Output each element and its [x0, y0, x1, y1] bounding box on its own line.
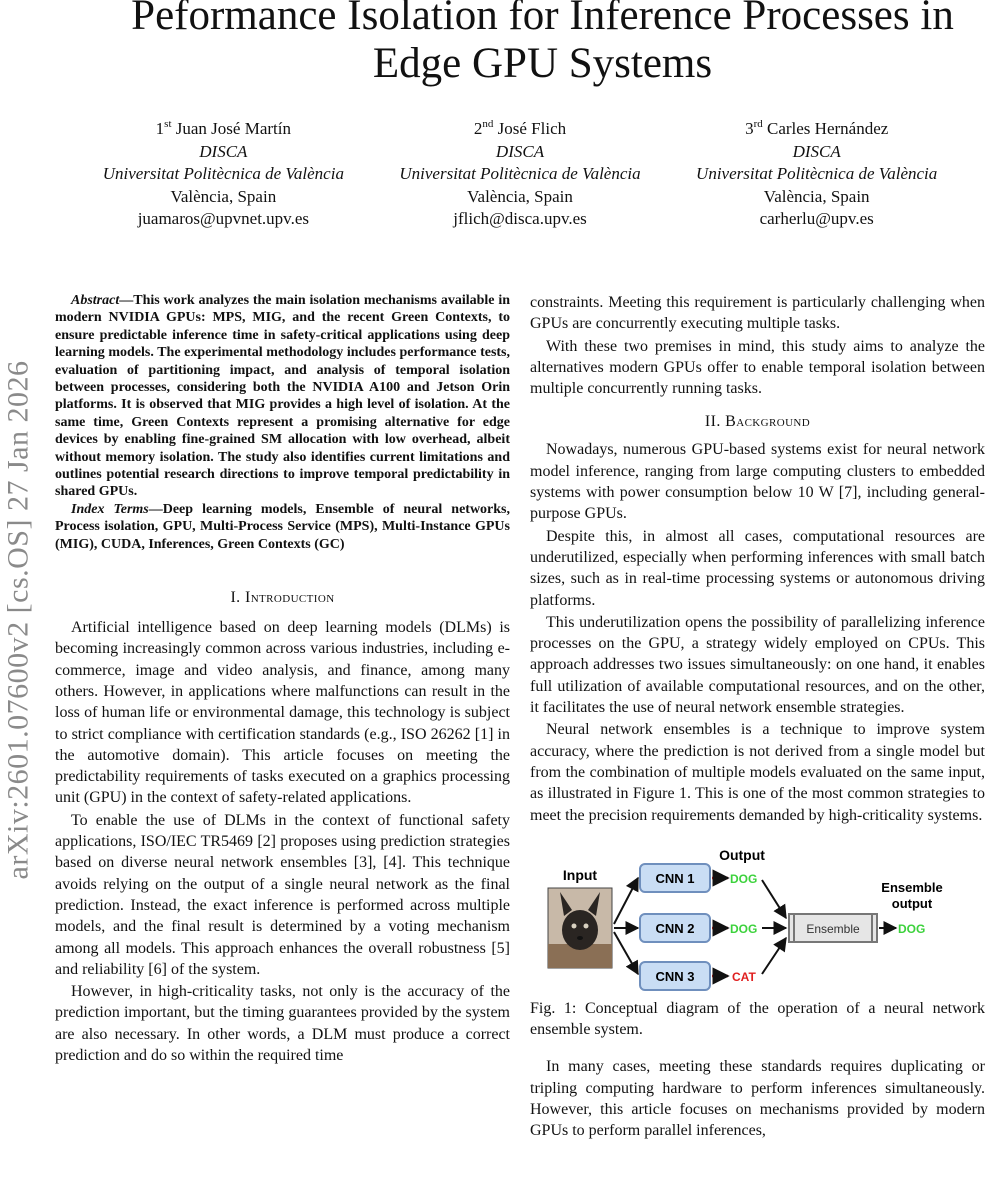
author-dept: DISCA	[792, 141, 841, 161]
arxiv-identifier: arXiv:2601.07600v2 [cs.OS] 27 Jan 2026	[1, 360, 35, 880]
author-email: carherlu@upv.es	[759, 209, 874, 228]
continuation-paragraph: constraints. Meeting this requirement is particularly challenging when GPUs are concurrently executing multiple tasks.	[530, 294, 985, 333]
author-ordinal: 1	[155, 119, 165, 138]
dog-photo	[548, 888, 612, 968]
section-title-background: II. Background	[704, 413, 811, 431]
introduction-body	[55, 617, 510, 1066]
background-paragraph-4: Neural network ensembles is a technique to improve system accuracy, where the prediction is not derived from a single model but from the combination of multiple models evaluated on the same input, as illustrated in Figure 1. This is one of the most common strategies to meet the precision requirements demanded by high-criticality systems.	[530, 721, 985, 824]
abstract-text: —This work analyzes the main isolation mechanisms available in modern NVIDIA GPUs: MPS, MIG, and the recent Green Contexts, to ensure predictable inference time in safety-critical applications using deep learning models. The experimental methodology includes performance tests, evaluation of partitioning impact, and analysis of temporal isolation between processes, considering both the NVIDIA A100 and Jetson Orin platforms. It is observed that MIG provides a high level of isolation. At the same time, Green Contexts represent a promising alternative for edge devices by enabling fine-grained SM allocation with low overhead, albeit without memory isolation. The study also identifies current limitations and outlines potential research directions to improve temporal predictability in shared GPUs.	[55, 293, 510, 500]
background-paragraph-3: This underutilization opens the possibility of parallelizing inference processes on the GPU, a strategy widely employed on CPUs. This approach addresses two issues simultaneously: on one hand, it enables full utilization of available computational resources, and on the other, it facilitates the use of neural network ensemble strategies.	[530, 613, 985, 717]
author-dept: DISCA	[495, 141, 545, 161]
cnn-1-label: CNN 1	[655, 870, 695, 886]
paper-title	[60, 0, 985, 88]
arxiv-stamp	[0, 300, 36, 940]
cnn-2-label: CNN 2	[655, 920, 695, 936]
prediction-2: DOG	[730, 921, 758, 936]
author-name: Juan José Martín	[175, 119, 291, 138]
final-output: DOG	[898, 921, 926, 936]
after-figure-paragraph: In many cases, meeting these standards requires duplicating or tripling computing hardware to perform inferences simultaneously. However, this article focuses on mechanisms provided by modern GPUs to perform parallel inferences,	[530, 1058, 985, 1140]
ensemble-output-label-1: Ensemble	[881, 879, 943, 895]
author-city: València, Spain	[467, 186, 573, 206]
figure-input-label: Input	[562, 866, 598, 883]
author-2	[372, 118, 669, 231]
author-ordinal-suffix: nd	[482, 118, 494, 130]
premises-paragraph: With these two premises in mind, this study aims to analyze the alternatives modern GPUs offer to enable temporal isolation between multiple concurrently running tasks.	[530, 337, 985, 398]
author-ordinal: 2	[473, 119, 483, 138]
intro-paragraph-2: To enable the use of DLMs in the context of functional safety applications, ISO/IEC TR5469 [2] proposes using prediction strategies based on diverse neural network ensembles [3], [4]. This technique avoids relying on the output of a single neural network as the final prediction. Instead, the exact inference is performed across multiple models, and the final result is determined by a voting mechanism among all models. This approach enhances the overall robustness [5] and reliability [6] of the system.	[55, 811, 510, 978]
author-3	[668, 118, 965, 231]
cnn-3-label: CNN 3	[655, 968, 695, 984]
prediction-1: DOG	[730, 871, 758, 886]
author-ordinal: 3	[745, 119, 754, 138]
author-name: José Flich	[497, 119, 567, 138]
right-column	[530, 292, 985, 1142]
figure-1	[530, 844, 985, 994]
index-terms-text: —Deep learning models, Ensemble of neural networks, Process isolation, GPU, Multi-Process Service (MPS), Multi-Instance GPUs (MIG), CUDA, Inferences, Green Contexts (GC)	[55, 501, 511, 552]
author-name: Carles Hernández	[766, 119, 889, 138]
abstract-paragraph	[55, 292, 510, 501]
title-line-2: Edge GPU Systems	[372, 40, 713, 87]
author-city: València, Spain	[170, 186, 277, 206]
index-terms-label: Index Terms	[71, 501, 149, 517]
abstract-label: Abstract	[71, 293, 120, 308]
ensemble-output-label-2: output	[891, 895, 933, 911]
figure-output-label: Output	[719, 846, 765, 863]
author-university: Universitat Politècnica de València	[399, 164, 641, 183]
intro-paragraph-1: Artificial intelligence based on deep learning models (DLMs) is becoming increasingly common across various industries, including e-commerce, image and video analysis, and finance, among many others. However, in applications where malfunctions can result in the loss of human life or environmental damage, this technology is subject to strict compliance with certification standards (e.g., ISO 26262 [1] in the automotive domain). This article focuses on meeting the predictability requirements of tasks executed on a graphics processing unit (GPU) in the context of safety-related applications.	[55, 619, 510, 807]
author-email: juamaros@upvnet.upv.es	[137, 209, 309, 228]
author-1	[75, 118, 372, 231]
figure-caption-text: Fig. 1: Conceptual diagram of the operation of a neural network ensemble system.	[530, 999, 985, 1039]
background-paragraph-2: Despite this, in almost all cases, computational resources are underutilized, especially when performing inferences with small batch sizes, such as in real-time processing systems or autonomous driving platforms.	[530, 527, 985, 609]
title-line-1: Peformance Isolation for Inference Processes in	[131, 0, 954, 39]
author-ordinal-suffix: st	[164, 118, 172, 130]
author-block	[75, 118, 965, 231]
left-column	[55, 292, 510, 1066]
author-university: Universitat Politècnica de València	[696, 164, 938, 183]
ensemble-label: Ensemble	[806, 921, 860, 936]
prediction-3: CAT	[732, 969, 756, 984]
abstract	[55, 292, 510, 553]
ensemble-diagram	[530, 844, 985, 994]
author-email: jflich@disca.upv.es	[453, 209, 587, 228]
intro-paragraph-3: However, in high-criticality tasks, not only is the accuracy of the prediction important, but the timing guarantees provided by the system are also necessary. In other words, a DLM must produce a correct prediction and do so within the required time	[55, 983, 510, 1065]
author-dept: DISCA	[199, 141, 248, 161]
author-city: València, Spain	[763, 186, 870, 206]
figure-caption	[530, 998, 985, 1041]
author-university: Universitat Politècnica de València	[102, 164, 344, 183]
index-terms-paragraph	[55, 501, 510, 553]
section-title-introduction: I. Introduction	[230, 589, 335, 607]
background-paragraph-1: Nowadays, numerous GPU-based systems exist for neural network model inference, ranging from large computing clusters to embedded systems with power consumption below 10 W [7], including general-purpose GPUs.	[530, 441, 985, 523]
author-ordinal-suffix: rd	[753, 118, 763, 130]
